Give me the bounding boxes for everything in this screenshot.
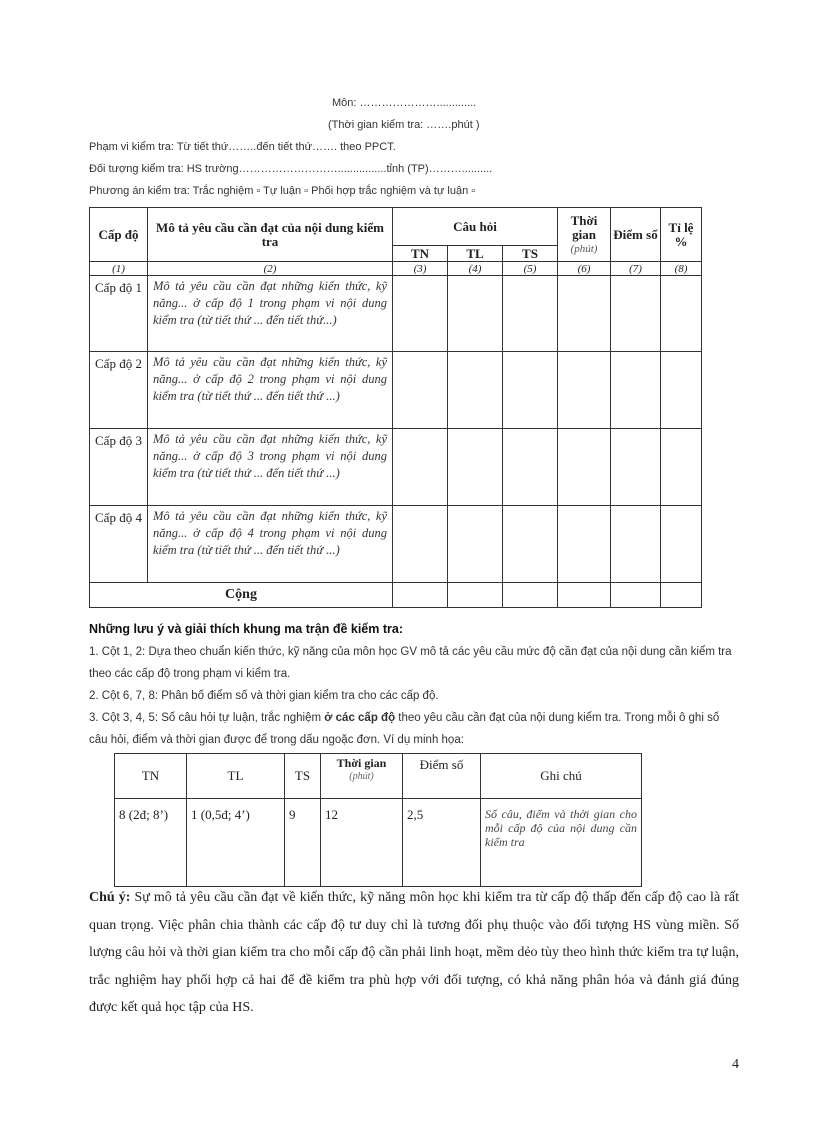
empty-cell <box>448 352 503 429</box>
description-cell: Mô tả yêu cầu cần đạt những kiến thức, kỹ năng... ở cấp độ 2 trong phạm vi nội dung kiểm tra (từ tiết thứ ... đến tiết thứ ...) <box>148 352 393 429</box>
example-ts-value: 9 <box>285 799 321 887</box>
header-tl: TL <box>448 246 503 262</box>
example-header-tl: TL <box>187 754 285 799</box>
remark-text: Sự mô tả yêu cầu cần đạt về kiến thức, kỹ năng môn học khi kiểm tra từ cấp độ thấp đến cấp độ cao là rất quan trọng. Việc phân chia thành các cấp độ tư duy chỉ là tương đối phụ thuộc vào đối tượng HS vùng miền. Số lượng câu hỏi và thời gian kiểm tra cho mỗi cấp độ cần phải linh hoạt, mềm dẻo tùy theo hình thức kiểm tra tự luận, trắc nghiệm hay phối hợp cả hai để đề kiểm tra phù hợp với đối tượng, có khả năng phân hóa và đánh giá đúng được kết quả học tập của HS. <box>89 890 739 1015</box>
remark-label: Chú ý: <box>89 890 131 905</box>
description-cell: Mô tả yêu cầu cần đạt những kiến thức, kỹ năng... ở cấp độ 1 trong phạm vi nội dung kiểm tra (từ tiết thứ ... đến tiết thứ...) <box>148 276 393 352</box>
empty-cell <box>503 352 558 429</box>
empty-cell <box>661 276 702 352</box>
col-number: (7) <box>611 262 661 276</box>
example-header-note: Ghi chú <box>481 754 642 799</box>
example-header-ts: TS <box>285 754 321 799</box>
empty-cell <box>448 583 503 608</box>
header-time-unit: (phút) <box>570 242 598 255</box>
level-cell: Cấp độ 4 <box>90 506 148 583</box>
total-row <box>90 583 702 608</box>
empty-cell <box>503 506 558 583</box>
example-score-value: 2,5 <box>403 799 481 887</box>
total-label: Cộng <box>90 583 393 608</box>
example-header-time-unit: (phút) <box>349 771 374 782</box>
empty-cell <box>558 583 611 608</box>
empty-cell <box>611 506 661 583</box>
col-number: (1) <box>90 262 148 276</box>
remark-paragraph <box>89 884 739 1022</box>
note-3 <box>89 707 739 751</box>
col-number: (3) <box>393 262 448 276</box>
scope-line: Phạm vi kiểm tra: Từ tiết thứ……..đến tiết thứ……. theo PPCT. <box>89 141 396 153</box>
note-3-text: 3. Cột 3, 4, 5: Số câu hỏi tự luận, trắc nghiệm <box>89 712 325 724</box>
notes-title: Những lưu ý và giải thích khung ma trận đề kiểm tra: <box>89 622 403 636</box>
example-note-value: Số câu, điểm và thời gian cho mỗi cấp độ của nội dung cần kiểm tra <box>481 799 642 887</box>
empty-cell <box>661 429 702 506</box>
empty-cell <box>661 583 702 608</box>
empty-cell <box>448 506 503 583</box>
col-number: (5) <box>503 262 558 276</box>
example-tl-value: 1 (0,5đ; 4’) <box>187 799 285 887</box>
empty-cell <box>558 506 611 583</box>
empty-cell <box>503 583 558 608</box>
col-number: (6) <box>558 262 611 276</box>
table-row <box>90 276 702 352</box>
column-number-row <box>90 262 702 276</box>
example-header-time <box>321 754 403 799</box>
level-cell: Cấp độ 2 <box>90 352 148 429</box>
table-row <box>90 506 702 583</box>
header-ts: TS <box>503 246 558 262</box>
empty-cell <box>611 429 661 506</box>
empty-cell <box>558 276 611 352</box>
target-line: Đối tượng kiểm tra: HS trường………………………................tỉnh (TP)……….......... <box>89 163 493 175</box>
header-percent: Tỉ lệ % <box>661 208 702 262</box>
table-row <box>90 352 702 429</box>
empty-cell <box>503 276 558 352</box>
empty-cell <box>558 352 611 429</box>
empty-cell <box>448 276 503 352</box>
header-time-label: Thời gian <box>570 212 598 242</box>
empty-cell <box>611 276 661 352</box>
empty-cell <box>393 276 448 352</box>
time-line: (Thời gian kiểm tra: …….phút ) <box>328 119 480 131</box>
empty-cell <box>393 352 448 429</box>
note-3-text-end: theo yêu cầu cần đạt của nội dung kiểm tra. Trong mỗi ô ghi số câu hỏi, điểm và thời gian được để trong dấu ngoặc đơn. Ví dụ minh họa: <box>89 712 720 746</box>
header-questions: Câu hỏi <box>393 208 558 246</box>
method-line: Phương án kiểm tra: Trắc nghiệm ▫ Tự luận ▫ Phối hợp trắc nghiệm và tự luận ▫ <box>89 185 476 197</box>
example-table <box>114 753 642 887</box>
header-description: Mô tả yêu cầu cần đạt của nội dung kiểm tra <box>148 208 393 262</box>
empty-cell <box>448 429 503 506</box>
header-score: Điểm số <box>611 208 661 262</box>
empty-cell <box>393 583 448 608</box>
description-cell: Mô tả yêu cầu cần đạt những kiến thức, kỹ năng... ở cấp độ 4 trong phạm vi nội dung kiểm tra (từ tiết thứ ... đến tiết thứ ...) <box>148 506 393 583</box>
header-level: Cấp độ <box>90 208 148 262</box>
empty-cell <box>558 429 611 506</box>
empty-cell <box>611 352 661 429</box>
empty-cell <box>661 352 702 429</box>
example-header-time-label: Thời gian <box>336 756 387 770</box>
empty-cell <box>661 506 702 583</box>
test-matrix-table <box>89 207 702 608</box>
subject-line: Môn: …………………............. <box>332 97 477 109</box>
example-tn-value: 8 (2đ; 8’) <box>115 799 187 887</box>
empty-cell <box>393 429 448 506</box>
header-tn: TN <box>393 246 448 262</box>
col-number: (4) <box>448 262 503 276</box>
example-header-tn: TN <box>115 754 187 799</box>
level-cell: Cấp độ 1 <box>90 276 148 352</box>
note-1: 1. Cột 1, 2: Dựa theo chuẩn kiến thức, kỹ năng của môn học GV mô tả các yêu cầu mức độ cần đạt của nội dung cần kiểm tra theo các cấp độ trong phạm vi kiểm tra. <box>89 646 732 680</box>
header-time <box>558 208 611 262</box>
table-row <box>90 429 702 506</box>
note-3-emphasis: ở các cấp độ <box>324 712 396 724</box>
empty-cell <box>393 506 448 583</box>
level-cell: Cấp độ 3 <box>90 429 148 506</box>
example-time-value: 12 <box>321 799 403 887</box>
note-2: 2. Cột 6, 7, 8: Phân bố điểm số và thời gian kiểm tra cho các cấp độ. <box>89 690 439 702</box>
example-header-score: Điểm số <box>403 754 481 799</box>
col-number: (8) <box>661 262 702 276</box>
empty-cell <box>503 429 558 506</box>
col-number: (2) <box>148 262 393 276</box>
page-number: 4 <box>732 1057 739 1072</box>
empty-cell <box>611 583 661 608</box>
description-cell: Mô tả yêu cầu cần đạt những kiến thức, kỹ năng... ở cấp độ 3 trong phạm vi nội dung kiểm tra (từ tiết thứ ... đến tiết thứ ...) <box>148 429 393 506</box>
